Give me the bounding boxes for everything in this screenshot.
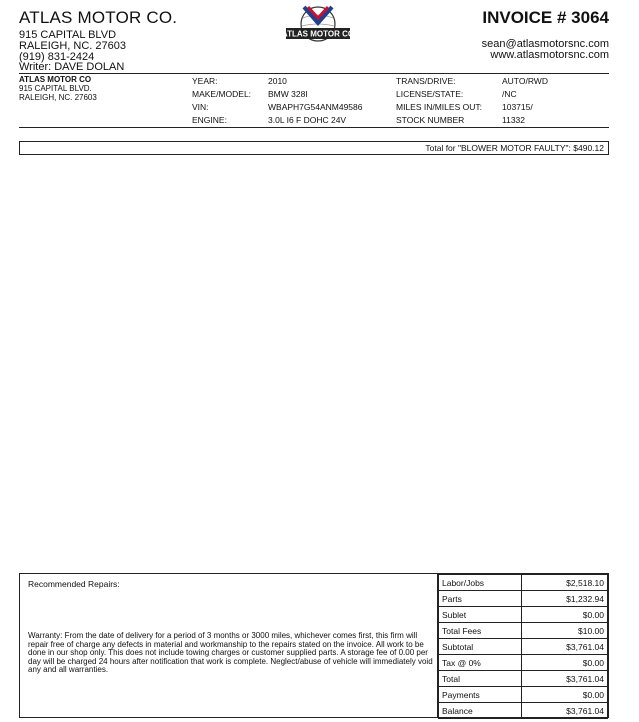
contact-email[interactable]: sean@atlasmotorsnc.com xyxy=(481,38,609,50)
summary-row xyxy=(439,607,608,623)
job-total-text: Total for "BLOWER MOTOR FAULTY": $490.12 xyxy=(425,143,604,153)
trans-drive-label: TRANS/DRIVE: xyxy=(396,76,456,86)
business-address-1: 915 CAPITAL BLVD xyxy=(19,29,117,41)
summary-table xyxy=(438,574,608,719)
license-state-label: LICENSE/STATE: xyxy=(396,89,464,99)
job-total-box xyxy=(19,141,609,155)
warranty-text: Warranty: From the date of delivery for a period of 3 months or 3000 miles, whichever comes first, this firm will repair free of charge any defects in material and workmanship to the repairs stated on the invoice. All work to be done in our shop only. This does not include towing charges or customer supplied parts. A storage fee of 0.00 per day will be charged 24 hours after notification that work is complete. Neglect/abuse of vehicle will immediately void any and all warranties. xyxy=(28,631,433,675)
summary-value: $10.00 xyxy=(522,623,608,639)
recommended-repairs-label: Recommended Repairs: xyxy=(28,579,120,589)
summary-value: $2,518.10 xyxy=(522,575,608,591)
year-value: 2010 xyxy=(268,76,287,86)
make-model-label: MAKE/MODEL: xyxy=(192,89,252,99)
engine-value: 3.0L I6 F DOHC 24V xyxy=(268,115,347,125)
trans-drive-value: AUTO/RWD xyxy=(502,76,548,86)
summary-label: Labor/Jobs xyxy=(439,575,522,591)
summary-row xyxy=(439,591,608,607)
summary-label: Parts xyxy=(439,591,522,607)
summary-row xyxy=(439,671,608,687)
summary-label: Tax @ 0% xyxy=(439,655,522,671)
summary-row xyxy=(439,703,608,719)
customer-name: ATLAS MOTOR CO xyxy=(19,75,92,84)
summary-row xyxy=(439,655,608,671)
business-phone: (919) 831-2424 xyxy=(19,51,95,63)
writer: Writer: DAVE DOLAN xyxy=(19,61,125,73)
logo-text: ATLAS MOTOR CO xyxy=(284,29,352,39)
contact-website[interactable]: www.atlasmotorsnc.com xyxy=(490,49,609,61)
summary-label: Payments xyxy=(439,687,522,703)
summary-value: $3,761.04 xyxy=(522,671,608,687)
miles-label: MILES IN/MILES OUT: xyxy=(396,102,482,112)
stock-number-value: 11332 xyxy=(502,115,526,125)
header-divider xyxy=(19,73,609,74)
year-label: YEAR: xyxy=(192,76,218,86)
customer-address-2: RALEIGH, NC. 27603 xyxy=(19,93,97,102)
summary-value: $3,761.04 xyxy=(522,703,608,719)
vin-label: VIN: xyxy=(192,102,209,112)
make-model-value: BMW 328I xyxy=(268,89,308,99)
vehicle-divider xyxy=(19,127,609,128)
summary-row xyxy=(439,687,608,703)
summary-value: $3,761.04 xyxy=(522,639,608,655)
summary-label: Sublet xyxy=(439,607,522,623)
invoice-number: INVOICE # 3064 xyxy=(482,8,609,27)
summary-value: $0.00 xyxy=(522,607,608,623)
engine-label: ENGINE: xyxy=(192,115,227,125)
customer-address-1: 915 CAPITAL BLVD. xyxy=(19,84,92,93)
summary-label: Subtotal xyxy=(439,639,522,655)
miles-value: 103715/ xyxy=(502,102,533,112)
vin-value: WBAPH7G54ANM49586 xyxy=(268,102,363,112)
summary-label: Balance xyxy=(439,703,522,719)
license-state-value: /NC xyxy=(502,89,517,99)
summary-value: $1,232.94 xyxy=(522,591,608,607)
company-logo xyxy=(284,4,352,46)
summary-value: $0.00 xyxy=(522,655,608,671)
summary-row xyxy=(439,623,608,639)
summary-row xyxy=(439,575,608,591)
summary-value: $0.00 xyxy=(522,687,608,703)
summary-label: Total xyxy=(439,671,522,687)
business-name: ATLAS MOTOR CO. xyxy=(19,8,178,27)
summary-row xyxy=(439,639,608,655)
invoice-footer xyxy=(19,573,609,718)
stock-number-label: STOCK NUMBER xyxy=(396,115,465,125)
business-address-2: RALEIGH, NC. 27603 xyxy=(19,40,126,52)
summary-label: Total Fees xyxy=(439,623,522,639)
